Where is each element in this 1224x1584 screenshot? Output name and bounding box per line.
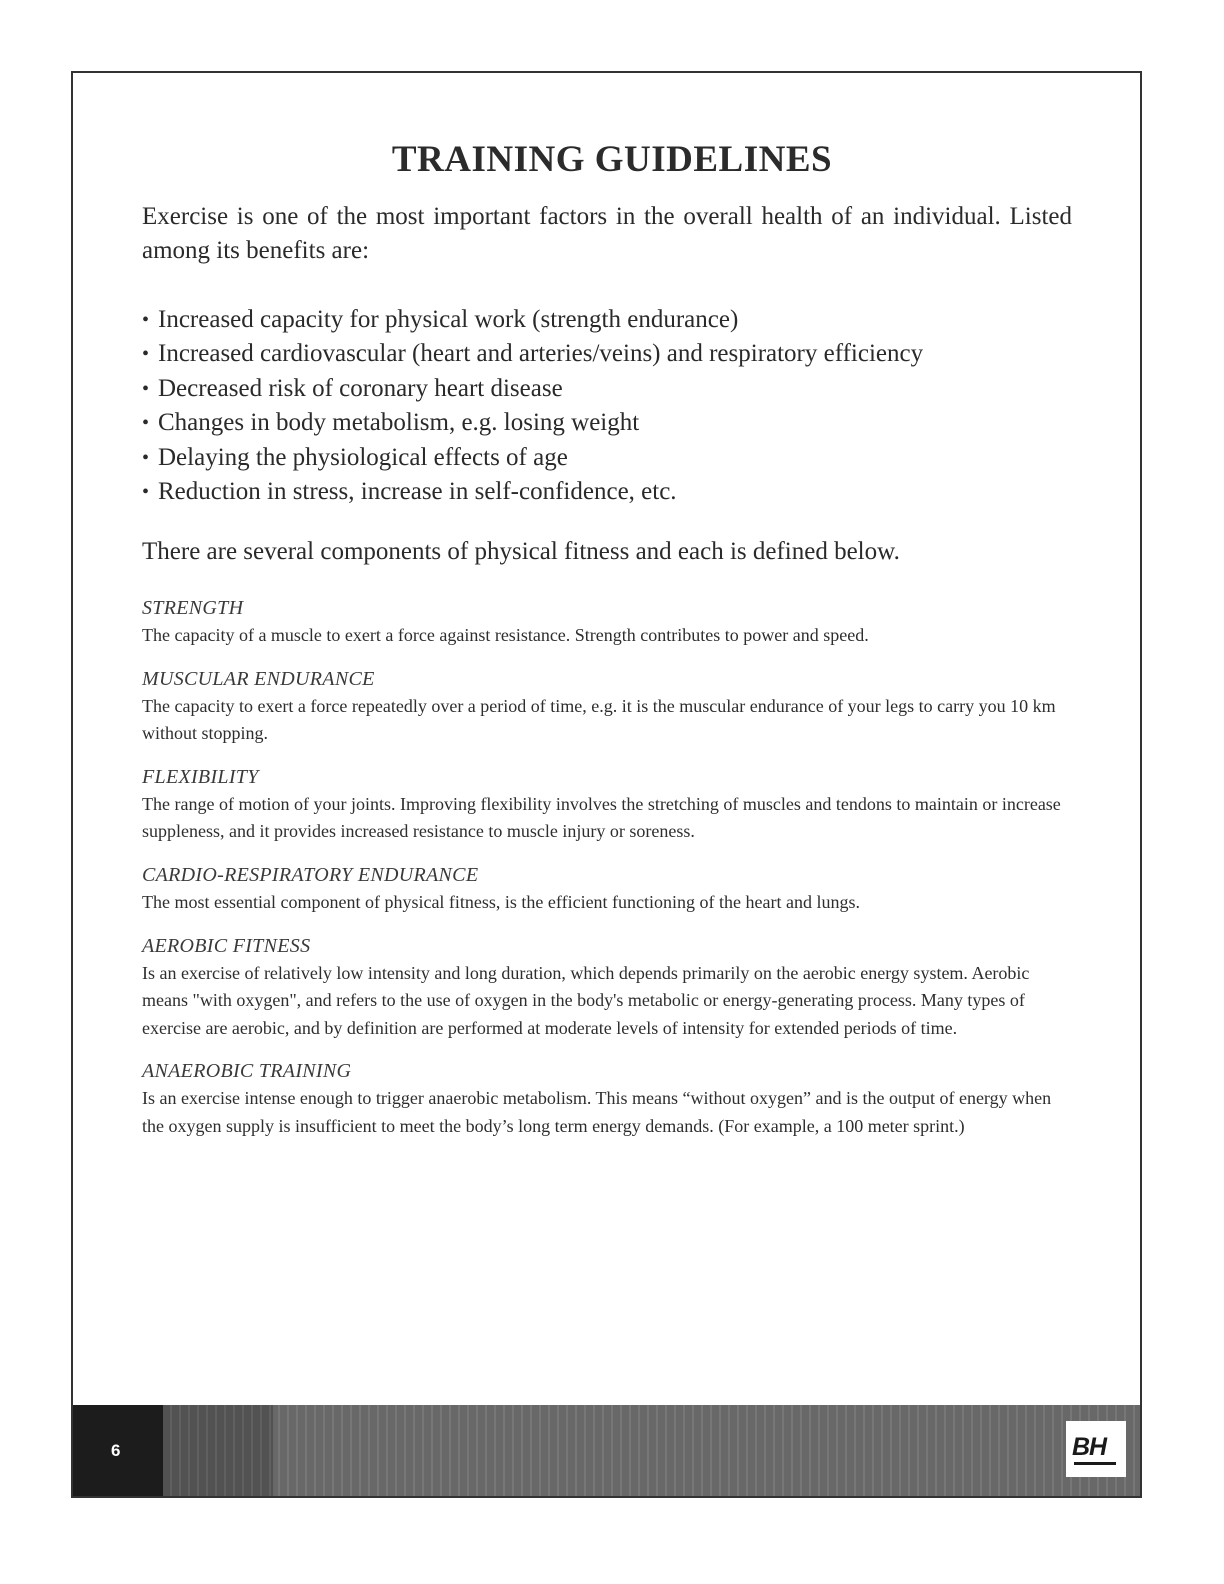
page-footer	[73, 1405, 1140, 1496]
benefit-text: Changes in body metabolism, e.g. losing weight	[158, 409, 640, 437]
page-title: TRAINING GUIDELINES	[391, 139, 833, 180]
fitness-components	[142, 595, 1072, 1157]
section-cardio-respiratory	[142, 862, 1072, 917]
bullet-icon: •	[142, 309, 150, 331]
benefit-text: Reduction in stress, increase in self-confidence, etc.	[158, 478, 677, 506]
page-number: 6	[111, 1441, 121, 1460]
bullet-icon: •	[142, 343, 150, 366]
section-heading: ANAEROBIC TRAINING	[142, 1060, 352, 1083]
section-text: Is an exercise of relatively low intensity and long duration, which depends primarily on the aerobic energy system. Aerobic means "with oxygen", and refers to the use of oxygen in the body's metabolic or energy-generating process. Many types of exercise are aerobic, and by definition are performed at moderate levels of intensity for extended periods of time.	[142, 962, 1030, 1038]
section-anaerobic-training	[142, 1058, 1072, 1140]
section-muscular-endurance	[142, 666, 1072, 748]
section-strength	[142, 595, 1072, 650]
section-text: The capacity to exert a force repeatedly over a period of time, e.g. it is the muscular endurance of your legs to carry you 10 km without stopping.	[142, 695, 1056, 744]
section-heading: AEROBIC FITNESS	[142, 934, 311, 957]
section-heading: CARDIO-RESPIRATORY ENDURANCE	[142, 863, 479, 886]
section-text: The range of motion of your joints. Improving flexibility involves the stretching of muscles and tendons to maintain or increase suppleness, and it provides increased resistance to muscle injury or soreness.	[142, 793, 1061, 842]
page-number-box	[73, 1405, 163, 1496]
section-heading: MUSCULAR ENDURANCE	[142, 667, 375, 690]
section-text: The most essential component of physical fitness, is the efficient functioning of the heart and lungs.	[142, 891, 860, 912]
bullet-icon: •	[142, 412, 150, 435]
section-heading: FLEXIBILITY	[142, 765, 259, 788]
footer-stripe-dark	[163, 1405, 273, 1496]
bullet-icon: •	[142, 446, 150, 469]
section-text: The capacity of a muscle to exert a force against resistance. Strength contributes to power and speed.	[142, 625, 869, 645]
logo-underline	[1074, 1462, 1116, 1465]
benefit-text: Increased capacity for physical work (strength endurance)	[158, 306, 739, 333]
list-item	[142, 475, 923, 509]
bullet-icon: •	[142, 481, 150, 504]
components-intro: There are several components of physical fitness and each is defined below.	[142, 538, 900, 565]
section-text: Is an exercise intense enough to trigger anaerobic metabolism. This means “without oxygen” and is the output of energy when the oxygen supply is insufficient to meet the body’s long term energy demands. (For example, a 100 meter sprint.)	[142, 1088, 1052, 1136]
section-aerobic-fitness	[142, 933, 1072, 1043]
bullet-icon: •	[142, 377, 150, 400]
list-item	[142, 337, 923, 371]
list-item	[142, 441, 923, 475]
footer-stripe	[163, 1405, 1140, 1496]
brand-logo-text: BH	[1072, 1433, 1107, 1461]
list-item	[142, 372, 923, 406]
benefit-text: Increased cardiovascular (heart and arteries/veins) and respiratory efficiency	[158, 340, 924, 368]
benefits-list	[142, 303, 923, 509]
list-item	[142, 303, 923, 337]
brand-logo	[1066, 1421, 1126, 1477]
section-flexibility	[142, 764, 1072, 846]
section-heading: STRENGTH	[142, 597, 244, 619]
benefit-text: Decreased risk of coronary heart disease	[158, 374, 563, 402]
benefit-text: Delaying the physiological effects of age	[158, 443, 568, 471]
intro-paragraph: Exercise is one of the most important factors in the overall health of an individual. Listed among its benefits are:	[142, 203, 1072, 264]
list-item	[142, 406, 923, 440]
